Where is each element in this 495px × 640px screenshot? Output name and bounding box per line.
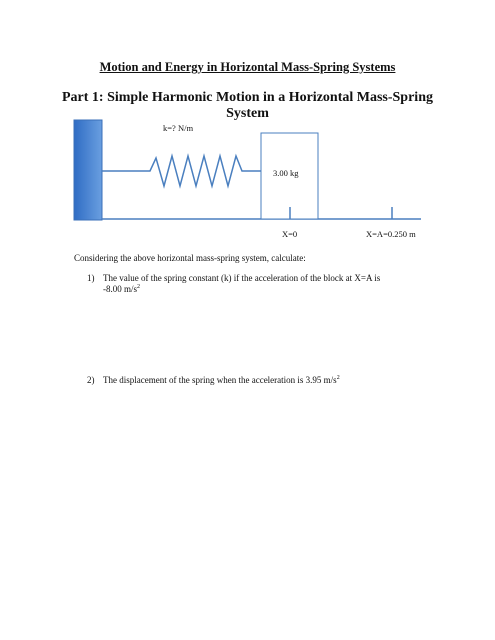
- question-1-text: The value of the spring constant (k) if the acceleration of the block at X=A is: [103, 273, 381, 283]
- part-heading: Part 1: Simple Harmonic Motion in a Horizontal Mass-Spring System: [62, 90, 433, 121]
- question-2-exponent: 2: [336, 375, 340, 381]
- amplitude-label: X=A=0.250 m: [366, 229, 416, 239]
- mass-label: 3.00 kg: [273, 168, 299, 178]
- wall: [74, 120, 102, 220]
- question-1: [87, 273, 427, 295]
- document-title: Motion and Energy in Horizontal Mass-Spring Systems: [99, 60, 396, 74]
- intro-text: Considering the above horizontal mass-spring system, calculate:: [74, 253, 306, 263]
- question-2-text: The displacement of the spring when the acceleration is 3.95 m/s: [103, 375, 337, 385]
- spring-constant-label: k=? N/m: [163, 123, 194, 133]
- equilibrium-label: X=0: [282, 229, 298, 239]
- spring: [102, 156, 261, 186]
- question-1-exponent: 2: [137, 284, 141, 290]
- question-2-number: 2): [87, 375, 95, 385]
- question-2: [87, 375, 427, 386]
- question-1-value: -8.00 m/s: [103, 284, 138, 294]
- question-1-number: 1): [87, 273, 95, 283]
